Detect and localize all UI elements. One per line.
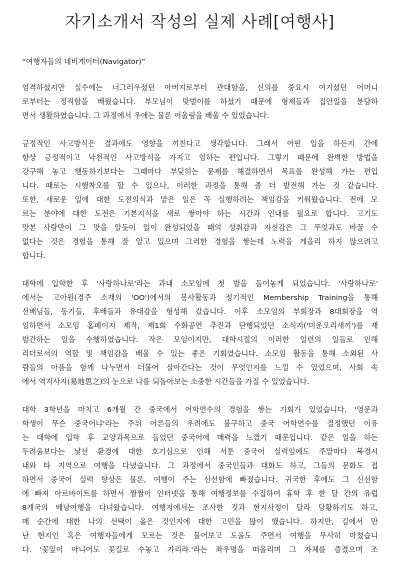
text-line: 대학 3학년을 마치고 6개월 간 중국에서 어학연수의 경험을 쌓는 기회가 있었습니다. '영문과: [22, 405, 378, 414]
text-line: 선배님들, 동기들, 후배들과 유대감을 형성해 갔습니다. 이후 소모임의 부회장과 8대회장을 역: [22, 307, 378, 316]
text-line: 면서 생활하였습니다. 그 과정에서 우애는 물론 어울림을 배울 수 있었습니다.: [22, 111, 270, 120]
text-line: 긍정적인 사고방식은 결과에도 영향을 끼친다고 생각합니다. 그래서 어떤 일을 하든지 간에: [22, 139, 378, 148]
text-line: 하면서 중국어 실력 향상은 물론, 여행이 주는 신선함에 빠졌습니다. 귀국한 후에도 그 신선함: [22, 475, 378, 484]
text-line: 발간하는 일을 수행하였습니다. 작은 모임이지만, 대학시절의 이러한 일련의 일들로 인해: [22, 335, 378, 344]
text-line: 매 순간에 대한 나의 선택이 옳은 것인지에 대한 고민을 많이 했습니다. 하지만, 길에서 만: [22, 517, 378, 526]
text-line: 8개국의 배낭여행을 다녀왔습니다. 여행지에서는 조사한 것과 현지사정이 달라 당황하기도 하고,: [22, 503, 378, 512]
text-line: 학생이 무슨 중국어냐'라는 주위 어른들의 우려에도 불구하고 중국 어학연수를 결정했던 이유: [22, 419, 378, 428]
paragraph-club-activity: [22, 277, 378, 389]
text-line: 합니다.: [22, 251, 46, 260]
text-line: 항상 긍정적이고 낙천적인 사고방식을 가지고 임하는 편입니다. 그렇기 때문에 완벽한 방법을: [22, 153, 378, 162]
text-line: 대학에 입학한 후 '사랑하나로'라는 과내 소모임에 첫 발을 들여놓게 되었습니다. '사랑하나로': [22, 279, 378, 288]
text-line: 는 대학에 입학 후 교양과목으로 들었던 중국어에 매력을 느꼈기 때문입니다. 같은 일을 하는: [22, 433, 378, 442]
text-line: 에 빠져 아르바이트를 하면서 짬짬이 인터넷을 통해 여행정보를 수집하여 휴학 후 한 달 간의 유럽: [22, 489, 378, 498]
text-line: 다. '꽃잎이 아니어도 꽃길로 수놓고 가리라.'라는 좌우명을 떠올리며 그 자체를 즐겼으며 조: [22, 545, 378, 554]
text-line: 강구해 놓고 행동하기보다는 그때마다 부딪히는 문제를 해결하면서 목표를 완성해 가는 편입: [22, 167, 378, 176]
text-line: 리더로서의 역할 및 책임감을 배울 수 있는 좋은 기회였습니다. 소모임 활동을 통해 소외된 사: [22, 349, 378, 358]
text-line: 르는 분야에 대한 도전은 기본지식을 새로 쌓아야 하는 시간과 인내를 필요로 합니다. 고기도: [22, 209, 378, 218]
text-line: 에서는 고아원(경주 소재의 'OO')에서의 봉사활동과 정기적인 Membership Training을 통해: [22, 293, 378, 302]
document-title: 자기소개서 작성의 실제 사례[여행사]: [65, 12, 335, 31]
document-subtitle: “여행자들의 네비게이터(Navigator)”: [22, 57, 146, 66]
paragraph-personality: [22, 137, 378, 263]
text-line: 니다. 때로는 시행착오를 할 수 있으나, 이러한 과정을 통해 좀 더 발전해 가는 것 같습니다.: [22, 181, 378, 190]
paragraph-china-study: [22, 403, 378, 557]
text-line: 에서 역지사지(易地思之)의 눈으로 나를 되돌아보는 소중한 시간들을 가질 수 있었습니다.: [22, 377, 310, 386]
text-line: 로부터는 정직함을 배웠습니다. 부모님이 맞벌이를 하셨기 때문에 형제들과 집안일을 분담하: [22, 97, 378, 106]
document-body: [22, 81, 378, 565]
text-line: 난 현지인 혹은 여행자들에게 모르는 것은 물어보고 도움도 주면서 여행을 무사히 마쳤습니: [22, 531, 378, 540]
text-line: 내와 타 지역으로 여행을 다녔습니다. 그 과정에서 중국인들과 대화도 하고, 그들의 문화도 접: [22, 461, 378, 470]
text-line: 엄격하셨지만 실수에는 너그러우셨던 아버지로부터 관대함을, 신의를 중요시 여기셨던 어머니: [22, 83, 378, 92]
text-line: 두려움보다는 낯선 환경에 대한 호기심으로 인해 서툰 중국어 실력임에도 주말마다 북경시: [22, 447, 378, 456]
text-line: 임하면서 소모임 홈페이지 제작, 제1회 수화공연 추진과 단행되었던 소식지('미운오리새끼')를 재: [22, 321, 378, 330]
text-line: 없다는 것은 경험을 통해 잘 알고 있으며 그러한 경험을 쌓는데 노력을 게을리 하지 않으려고: [22, 237, 378, 246]
text-line: 또한, 새로운 일에 대한 도전의식과 맡은 일은 꼭 실행하려는 책임감을 키워왔습니다. 전에 모: [22, 195, 378, 204]
paragraph-upbringing: [22, 81, 378, 123]
text-line: 맛본 사람만이 그 맛을 알듯이 일이 완성되었을 때의 성취감과 자신감은 그 무엇과도 바꿀 수: [22, 223, 378, 232]
text-line: 람들의 아픔을 함께 나누면서 더불어 살아간다는 것이 무엇인지를 느낄 수 있었으며, 사회 속: [22, 363, 378, 372]
